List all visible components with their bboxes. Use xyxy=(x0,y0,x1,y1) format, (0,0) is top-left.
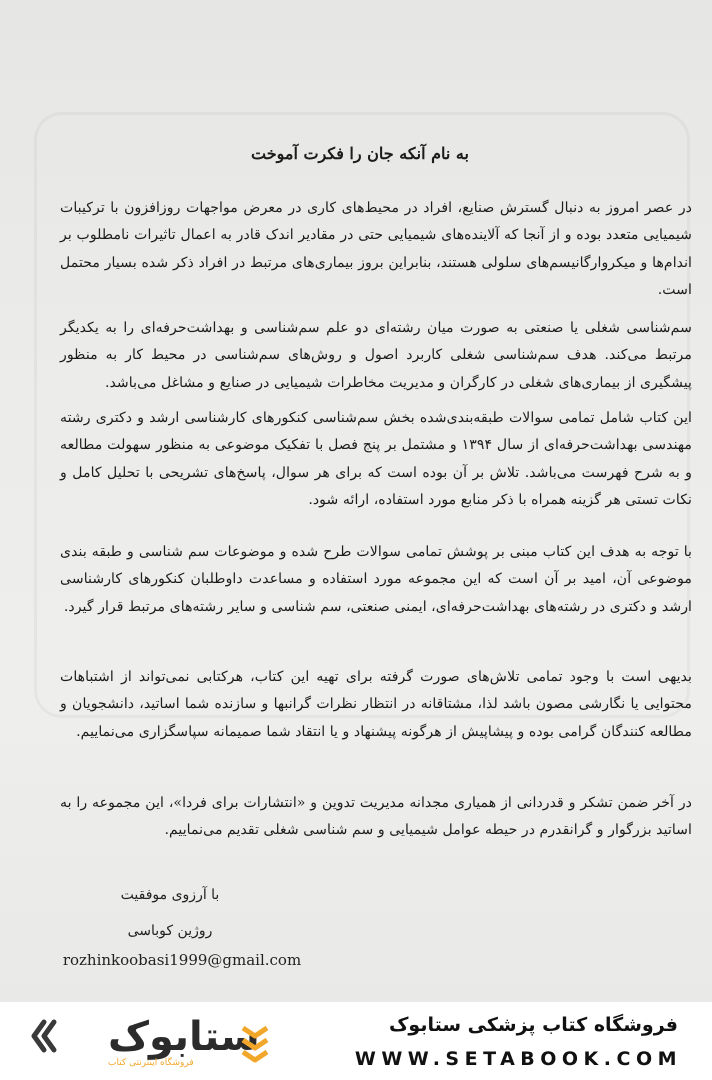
double-chevron-icon xyxy=(30,1018,58,1054)
signature-author: روژین کوباسی xyxy=(127,923,213,939)
paragraph-6: در آخر ضمن تشکر و قدردانی از همیاری مجدانه مدیریت تدوین و «انتشارات برای فردا»، این مجموعه را به اساتید بزرگوار و گرانقدرم در حیطه عوامل شیمیایی و سم شناسی شغلی تقدیم می‌نماییم. xyxy=(60,795,692,839)
paragraph-2: سم‌شناسی شغلی یا صنعتی به صورت میان رشته‌ای دو علم سم‌شناسی و بهداشت‌حرفه‌ای را به یکدیگر مرتبط می‌کند. هدف سم‌شناسی شغلی کاربرد اصول و روش‌های سم‌شناسی در محیط کار به منظور پیشگیری از بیماری‌های شغلی در کارگران و مدیریت مخاطرات شیمیایی در صنایع و مشاغل می‌باشد. xyxy=(60,320,692,391)
shop-url-link[interactable]: WWW.SETABOOK.COM xyxy=(354,1048,682,1070)
shop-name: فروشگاه کتاب پزشکی ستابوک xyxy=(388,1014,678,1036)
paragraph-3: این کتاب شامل تمامی سوالات طبقه‌بندی‌شده بخش سم‌شناسی کنکورهای کارشناسی ارشد و دکتری رشته مهندسی بهداشت‌حرفه‌ای از سال ۱۳۹۴ و مشتمل بر پنج فصل با تفکیک موضوعی به منظور سهولت مطالعه و به شرح فهرست می‌باشد. تلاش بر آن بوده است که برای هر سوال، پاسخ‌های تشریحی با تحلیل کامل و نکات تستی هر گزینه همراه با ذکر منابع مورد استفاده، ارائه شود. xyxy=(60,410,692,509)
store-banner xyxy=(0,1002,712,1080)
book-stack-icon xyxy=(240,1020,270,1066)
page-title: به نام آنکه جان را فکرت آموخت xyxy=(251,144,469,163)
logo-text: ستابوک xyxy=(108,1014,260,1060)
signature-wish: با آرزوی موفقیت xyxy=(120,887,220,903)
paragraph-1: در عصر امروز به دنبال گسترش صنایع، افراد در محیط‌های کاری در معرض مواجهات روزافزون با ترکیبات شیمیایی متعدد بوده و از آنجا که آلاینده‌های شیمیایی حتی در مقادیر اندک قادر به اعمال تاثیرات نامطلوب بر اندام‌ها و میکروارگانیسم‌های سلولی هستند، بنابراین بروز بیماری‌های مرتبط در افراد ذکر شده بسیار محتمل است. xyxy=(60,200,692,299)
paragraph-5: بدیهی است با وجود تمامی تلاش‌های صورت گرفته برای تهیه این کتاب، هرکتابی نمی‌تواند از اشتباهات محتوایی یا نگارشی مصون باشد لذا، مشتاقانه در انتظار نظرات گرانبها و سازنده شما اساتید، دانشجویان و مطالعه کنندگان گرامی بوده و پیشاپیش از هرگونه پیشنهاد و یا انتقاد شما صمیمانه سپاسگزاری می‌نماییم. xyxy=(60,669,692,740)
paragraph-4: با توجه به هدف این کتاب مبنی بر پوشش تمامی سوالات طرح شده و موضوعات سم شناسی و طبقه بندی موضوعی آن، امید بر آن است که این مجموعه مورد استفاده و مساعدت داوطلبان کنکورهای کارشناسی ارشد و دکتری در رشته‌های بهداشت‌حرفه‌ای، ایمنی صنعتی، سم شناسی و سایر رشته‌های مرتبط قرار گیرد. xyxy=(60,544,692,615)
signature-email: rozhinkoobasi1999@gmail.com xyxy=(62,951,302,969)
logo-subtitle: فروشگاه اینترنتی کتاب xyxy=(108,1058,194,1068)
store-logo[interactable] xyxy=(30,1014,270,1068)
